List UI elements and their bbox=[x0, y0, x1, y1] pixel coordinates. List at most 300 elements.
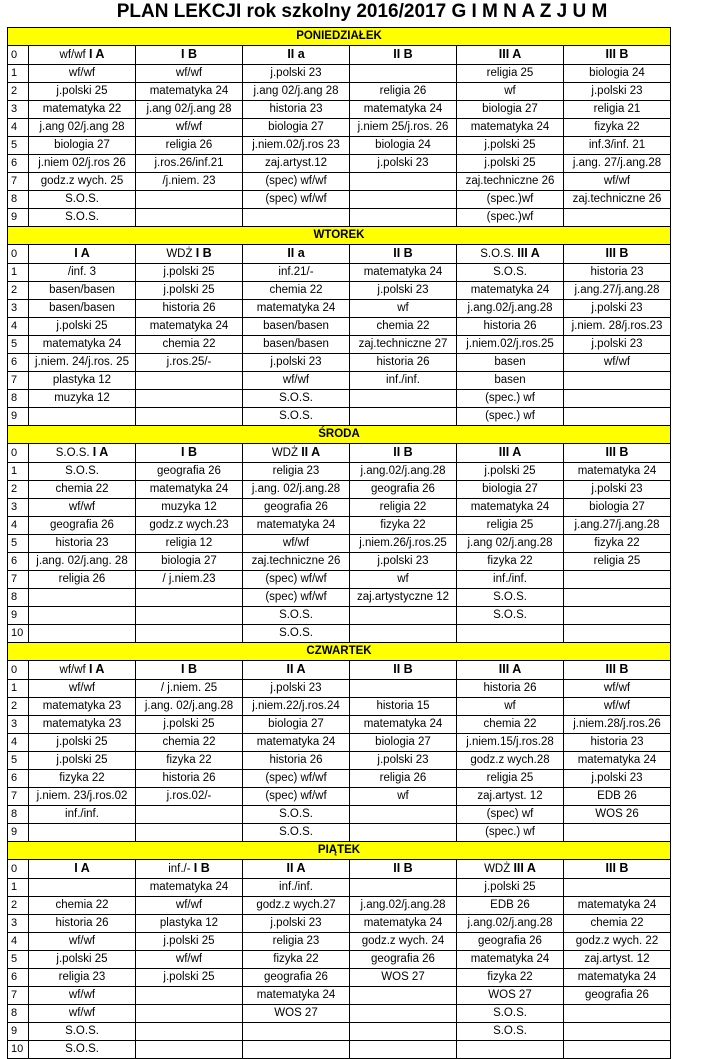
lesson-cell: j.polski 25 bbox=[457, 463, 564, 481]
class-name: I A bbox=[92, 445, 109, 459]
class-header bbox=[136, 860, 243, 879]
class-name: I B bbox=[195, 246, 212, 260]
lesson-cell: historia 23 bbox=[564, 734, 671, 752]
class-header-note: inf./- bbox=[168, 863, 194, 875]
lesson-number: 6 bbox=[8, 969, 29, 987]
day-header-row bbox=[8, 842, 671, 860]
lesson-cell: (spec.) wf bbox=[457, 824, 564, 842]
lesson-cell: wf/wf bbox=[243, 535, 350, 553]
lesson-cell: (spec) wf/wf bbox=[243, 788, 350, 806]
class-header-row bbox=[8, 245, 671, 264]
lesson-cell: j.ang 02/j.ang 28 bbox=[29, 119, 136, 137]
class-header-row bbox=[8, 444, 671, 463]
lesson-row bbox=[8, 282, 671, 300]
lesson-number: 8 bbox=[8, 806, 29, 824]
lesson-row bbox=[8, 607, 671, 625]
lesson-row bbox=[8, 209, 671, 227]
lesson-row bbox=[8, 191, 671, 209]
lesson-cell: (spec) wf bbox=[457, 806, 564, 824]
lesson-cell: j.polski 25 bbox=[136, 282, 243, 300]
lesson-number: 1 bbox=[8, 879, 29, 897]
lesson-number: 7 bbox=[8, 571, 29, 589]
lesson-cell: S.O.S. bbox=[29, 1023, 136, 1041]
page-title: PLAN LEKCJI rok szkolny 2016/2017 G I M N A Z J U M bbox=[116, 1, 608, 22]
lesson-cell: j.niem.15/j.ros.28 bbox=[457, 734, 564, 752]
lesson-cell: religia 26 bbox=[350, 770, 457, 788]
lesson-cell: S.O.S. bbox=[243, 806, 350, 824]
lesson-row bbox=[8, 390, 671, 408]
lesson-cell bbox=[29, 879, 136, 897]
lesson-cell: /inf. 3 bbox=[29, 264, 136, 282]
lesson-row bbox=[8, 806, 671, 824]
lesson-cell: j.polski 23 bbox=[564, 481, 671, 499]
class-header-note: WDŻ bbox=[166, 248, 196, 260]
class-name: I A bbox=[74, 861, 90, 875]
lesson-cell: basen bbox=[457, 372, 564, 390]
lesson-cell bbox=[136, 625, 243, 643]
lesson-cell: inf./inf. bbox=[457, 571, 564, 589]
lesson-cell: matematyka 24 bbox=[350, 716, 457, 734]
class-header-note: S.O.S. bbox=[480, 248, 518, 260]
lesson-cell: wf/wf bbox=[243, 372, 350, 390]
lesson-number: 9 bbox=[8, 408, 29, 426]
lesson-row bbox=[8, 716, 671, 734]
lesson-cell bbox=[29, 625, 136, 643]
lesson-cell: j.polski 23 bbox=[350, 553, 457, 571]
lesson-cell: inf.3/inf. 21 bbox=[564, 137, 671, 155]
class-name: I B bbox=[193, 861, 210, 875]
lesson-cell: S.O.S. bbox=[243, 408, 350, 426]
lesson-cell: inf./inf. bbox=[350, 372, 457, 390]
lesson-cell bbox=[350, 191, 457, 209]
timetable bbox=[7, 27, 671, 1059]
class-header bbox=[136, 245, 243, 264]
lesson-number: 6 bbox=[8, 155, 29, 173]
class-name: III A bbox=[498, 445, 522, 459]
lesson-cell: matematyka 24 bbox=[243, 300, 350, 318]
lesson-cell bbox=[564, 589, 671, 607]
day-name: ŚRODA bbox=[8, 426, 671, 444]
class-header bbox=[457, 444, 564, 463]
lesson-number: 7 bbox=[8, 987, 29, 1005]
lesson-cell: fizyka 22 bbox=[457, 553, 564, 571]
lesson-cell: chemia 22 bbox=[136, 734, 243, 752]
lesson-cell: wf bbox=[457, 83, 564, 101]
lesson-number: 5 bbox=[8, 137, 29, 155]
lesson-cell: zaj.artystyczne 12 bbox=[350, 589, 457, 607]
lesson-row bbox=[8, 65, 671, 83]
lesson-cell: (spec) wf/wf bbox=[243, 173, 350, 191]
lesson-cell: geografia 26 bbox=[29, 517, 136, 535]
lesson-cell bbox=[243, 209, 350, 227]
lesson-cell: fizyka 22 bbox=[457, 969, 564, 987]
lesson-cell bbox=[350, 173, 457, 191]
lesson-cell: j.ang.02/j.ang.28 bbox=[457, 915, 564, 933]
lesson-cell: (spec) wf/wf bbox=[243, 191, 350, 209]
lesson-cell: geografia 26 bbox=[457, 933, 564, 951]
lesson-cell: biologia 27 bbox=[350, 734, 457, 752]
lesson-cell: wf/wf bbox=[29, 987, 136, 1005]
lesson-cell: j.polski 23 bbox=[350, 282, 457, 300]
lesson-row bbox=[8, 173, 671, 191]
lesson-number: 3 bbox=[8, 300, 29, 318]
lesson-cell: j.niem.02/j.ros 23 bbox=[243, 137, 350, 155]
lesson-cell: S.O.S. bbox=[243, 625, 350, 643]
lesson-number: 2 bbox=[8, 282, 29, 300]
lesson-cell bbox=[564, 1005, 671, 1023]
lesson-cell: S.O.S. bbox=[457, 264, 564, 282]
lesson-cell: wf bbox=[457, 698, 564, 716]
lesson-cell: historia 26 bbox=[243, 752, 350, 770]
lesson-cell bbox=[350, 1005, 457, 1023]
lesson-cell: S.O.S. bbox=[243, 390, 350, 408]
lesson-cell: biologia 27 bbox=[243, 716, 350, 734]
lesson-number: 2 bbox=[8, 481, 29, 499]
class-name: III A bbox=[513, 861, 536, 875]
class-name: I A bbox=[74, 246, 90, 260]
class-name: II B bbox=[393, 861, 413, 875]
lesson-cell: chemia 22 bbox=[136, 336, 243, 354]
lesson-number: 4 bbox=[8, 734, 29, 752]
lesson-number: 1 bbox=[8, 463, 29, 481]
lesson-cell bbox=[564, 879, 671, 897]
lesson-cell: S.O.S. bbox=[457, 589, 564, 607]
lesson-cell: (spec.) wf bbox=[457, 390, 564, 408]
day-name: WTOREK bbox=[8, 227, 671, 245]
lesson-cell: matematyka 24 bbox=[564, 897, 671, 915]
lesson-cell: matematyka 23 bbox=[29, 716, 136, 734]
lesson-cell bbox=[136, 806, 243, 824]
lesson-cell: religia 22 bbox=[350, 499, 457, 517]
lesson-cell: j.polski 23 bbox=[564, 770, 671, 788]
lesson-cell: basen/basen bbox=[243, 318, 350, 336]
lesson-cell: wf/wf bbox=[136, 65, 243, 83]
lesson-cell: zaj.artyst. 12 bbox=[457, 788, 564, 806]
lesson-cell: matematyka 24 bbox=[243, 734, 350, 752]
lesson-cell: S.O.S. bbox=[29, 1041, 136, 1059]
lesson-cell: wf/wf bbox=[564, 173, 671, 191]
lesson-cell: zaj.techniczne 26 bbox=[564, 191, 671, 209]
lesson-cell bbox=[564, 408, 671, 426]
lesson-cell: historia 26 bbox=[457, 318, 564, 336]
class-name: II A bbox=[286, 662, 306, 676]
lesson-cell: j.ang. 02/j.ang.28 bbox=[136, 698, 243, 716]
lesson-row bbox=[8, 83, 671, 101]
lesson-cell bbox=[136, 1041, 243, 1059]
class-header bbox=[350, 860, 457, 879]
lesson-cell: fizyka 22 bbox=[136, 752, 243, 770]
lesson-number: 9 bbox=[8, 1023, 29, 1041]
class-name: III A bbox=[517, 246, 540, 260]
lesson-cell: j.polski 23 bbox=[350, 752, 457, 770]
lesson-number: 5 bbox=[8, 752, 29, 770]
lesson-cell: j.polski 23 bbox=[564, 83, 671, 101]
class-header bbox=[564, 444, 671, 463]
lesson-cell: biologia 27 bbox=[457, 481, 564, 499]
lesson-cell bbox=[136, 1023, 243, 1041]
lesson-row bbox=[8, 680, 671, 698]
lesson-cell: matematyka 24 bbox=[564, 969, 671, 987]
lesson-row bbox=[8, 879, 671, 897]
lesson-cell: j.ang.02/j.ang.28 bbox=[350, 897, 457, 915]
lesson-cell bbox=[29, 607, 136, 625]
lesson-cell: fizyka 22 bbox=[243, 951, 350, 969]
lesson-cell: godz.z wych.27 bbox=[243, 897, 350, 915]
lesson-cell: biologia 24 bbox=[564, 65, 671, 83]
lesson-cell: basen/basen bbox=[29, 300, 136, 318]
lesson-cell: j.niem. 24/j.ros. 25 bbox=[29, 354, 136, 372]
day-name: PONIEDZIAŁEK bbox=[8, 28, 671, 46]
lesson-row bbox=[8, 571, 671, 589]
lesson-cell bbox=[136, 209, 243, 227]
lesson-cell: WOS 27 bbox=[350, 969, 457, 987]
lesson-cell: geografia 26 bbox=[564, 987, 671, 1005]
lesson-number: 4 bbox=[8, 517, 29, 535]
lesson-cell bbox=[564, 372, 671, 390]
lesson-row bbox=[8, 408, 671, 426]
day-header-row bbox=[8, 426, 671, 444]
lesson-cell: matematyka 24 bbox=[564, 752, 671, 770]
lesson-cell: plastyka 12 bbox=[136, 915, 243, 933]
lesson-cell: matematyka 24 bbox=[243, 517, 350, 535]
lesson-number: 1 bbox=[8, 65, 29, 83]
lesson-cell: wf/wf bbox=[29, 680, 136, 698]
lesson-cell: S.O.S. bbox=[457, 1005, 564, 1023]
lesson-cell: j.polski 25 bbox=[29, 752, 136, 770]
lesson-row bbox=[8, 119, 671, 137]
lesson-cell: j.polski 23 bbox=[243, 915, 350, 933]
lesson-cell bbox=[564, 1023, 671, 1041]
lesson-number: 7 bbox=[8, 788, 29, 806]
lesson-cell: WOS 26 bbox=[564, 806, 671, 824]
class-name: II a bbox=[287, 47, 305, 61]
lesson-cell: religia 25 bbox=[564, 553, 671, 571]
lesson-cell bbox=[136, 1005, 243, 1023]
lesson-cell bbox=[564, 824, 671, 842]
lesson-cell: zaj.artyst. 12 bbox=[564, 951, 671, 969]
lesson-row bbox=[8, 897, 671, 915]
class-header bbox=[243, 46, 350, 65]
lesson-cell: geografia 26 bbox=[136, 463, 243, 481]
lesson-row bbox=[8, 336, 671, 354]
lesson-cell: j.ang 02/j.ang 28 bbox=[243, 83, 350, 101]
lesson-number: 3 bbox=[8, 915, 29, 933]
lesson-cell bbox=[350, 209, 457, 227]
lesson-cell: j.polski 25 bbox=[136, 264, 243, 282]
lesson-cell: godz.z wych.23 bbox=[136, 517, 243, 535]
lesson-cell: matematyka 24 bbox=[457, 282, 564, 300]
class-header bbox=[29, 444, 136, 463]
lesson-cell: matematyka 24 bbox=[136, 318, 243, 336]
class-header bbox=[564, 245, 671, 264]
lesson-cell: chemia 22 bbox=[457, 716, 564, 734]
lesson-cell bbox=[136, 824, 243, 842]
lesson-cell: biologia 27 bbox=[457, 101, 564, 119]
lesson-cell bbox=[350, 987, 457, 1005]
class-header bbox=[350, 661, 457, 680]
lesson-cell: basen bbox=[457, 354, 564, 372]
lesson-cell: j.polski 25 bbox=[457, 155, 564, 173]
lesson-cell: matematyka 23 bbox=[29, 698, 136, 716]
lesson-cell bbox=[564, 607, 671, 625]
lesson-cell: j.ang.02/j.ang.28 bbox=[457, 300, 564, 318]
lesson-cell: j.polski 25 bbox=[457, 137, 564, 155]
lesson-cell: j.niem.28/j.ros.26 bbox=[564, 716, 671, 734]
lesson-cell: (spec) wf/wf bbox=[243, 589, 350, 607]
lesson-row bbox=[8, 770, 671, 788]
lesson-cell: zaj.techniczne 27 bbox=[350, 336, 457, 354]
lesson-number: 0 bbox=[8, 860, 29, 879]
lesson-row bbox=[8, 354, 671, 372]
lesson-number: 9 bbox=[8, 209, 29, 227]
lesson-cell: EDB 26 bbox=[457, 897, 564, 915]
lesson-cell: basen/basen bbox=[243, 336, 350, 354]
lesson-cell: j.niem.22/j.ros.24 bbox=[243, 698, 350, 716]
class-header bbox=[136, 444, 243, 463]
class-header bbox=[564, 860, 671, 879]
lesson-number: 9 bbox=[8, 824, 29, 842]
lesson-cell: j.polski 25 bbox=[457, 879, 564, 897]
lesson-cell: j.polski 23 bbox=[243, 354, 350, 372]
lesson-number: 2 bbox=[8, 83, 29, 101]
lesson-cell: / j.niem. 25 bbox=[136, 680, 243, 698]
class-header bbox=[29, 245, 136, 264]
class-name: I A bbox=[88, 47, 105, 61]
lesson-row bbox=[8, 698, 671, 716]
lesson-cell: chemia 22 bbox=[564, 915, 671, 933]
lesson-cell: j.ang. 02/j.ang. 28 bbox=[29, 553, 136, 571]
lesson-cell: zaj.techniczne 26 bbox=[243, 553, 350, 571]
lesson-cell: wf/wf bbox=[136, 119, 243, 137]
lesson-cell: zaj.artyst.12 bbox=[243, 155, 350, 173]
lesson-cell: j.ang.27/j.ang.28 bbox=[564, 517, 671, 535]
lesson-cell: biologia 27 bbox=[564, 499, 671, 517]
lesson-cell bbox=[136, 607, 243, 625]
class-name: II a bbox=[287, 246, 305, 260]
class-header bbox=[457, 46, 564, 65]
lesson-number: 9 bbox=[8, 607, 29, 625]
lesson-cell bbox=[564, 1041, 671, 1059]
day-name: CZWARTEK bbox=[8, 643, 671, 661]
lesson-cell: geografia 26 bbox=[350, 951, 457, 969]
lesson-cell: (spec.)wf bbox=[457, 209, 564, 227]
lesson-cell: j.ang 02/j.ang.28 bbox=[457, 535, 564, 553]
lesson-cell: (spec.) wf bbox=[457, 408, 564, 426]
lesson-cell bbox=[29, 408, 136, 426]
class-name: I B bbox=[181, 47, 197, 61]
lesson-cell bbox=[243, 1041, 350, 1059]
lesson-cell: S.O.S. bbox=[243, 607, 350, 625]
lesson-row bbox=[8, 137, 671, 155]
lesson-cell: wf/wf bbox=[29, 499, 136, 517]
lesson-cell: matematyka 24 bbox=[457, 119, 564, 137]
lesson-number: 0 bbox=[8, 444, 29, 463]
lesson-row bbox=[8, 101, 671, 119]
class-name: III B bbox=[605, 246, 629, 260]
lesson-row bbox=[8, 481, 671, 499]
lesson-cell: religia 25 bbox=[457, 770, 564, 788]
lesson-cell bbox=[136, 372, 243, 390]
lesson-cell: wf/wf bbox=[564, 354, 671, 372]
lesson-number: 0 bbox=[8, 245, 29, 264]
lesson-cell: j.polski 25 bbox=[29, 951, 136, 969]
lesson-number: 4 bbox=[8, 318, 29, 336]
lesson-cell: zaj.techniczne 26 bbox=[457, 173, 564, 191]
class-name: II A bbox=[301, 445, 321, 459]
lesson-cell: matematyka 24 bbox=[350, 915, 457, 933]
lesson-cell: inf.21/- bbox=[243, 264, 350, 282]
lesson-number: 3 bbox=[8, 716, 29, 734]
lesson-row bbox=[8, 155, 671, 173]
lesson-number: 8 bbox=[8, 390, 29, 408]
lesson-cell: j.polski 25 bbox=[29, 318, 136, 336]
class-header bbox=[243, 860, 350, 879]
lesson-cell bbox=[29, 589, 136, 607]
lesson-cell bbox=[350, 824, 457, 842]
lesson-cell: matematyka 24 bbox=[350, 264, 457, 282]
lesson-row bbox=[8, 499, 671, 517]
class-name: I B bbox=[181, 662, 197, 676]
class-name: III B bbox=[605, 445, 629, 459]
lesson-cell: geografia 26 bbox=[243, 969, 350, 987]
lesson-cell: historia 23 bbox=[29, 535, 136, 553]
lesson-row bbox=[8, 915, 671, 933]
lesson-row bbox=[8, 734, 671, 752]
lesson-cell: chemia 22 bbox=[243, 282, 350, 300]
lesson-cell: j.polski 23 bbox=[564, 300, 671, 318]
lesson-number: 7 bbox=[8, 372, 29, 390]
class-header bbox=[457, 860, 564, 879]
lesson-cell: S.O.S. bbox=[457, 607, 564, 625]
lesson-cell: geografia 26 bbox=[243, 499, 350, 517]
lesson-cell: wf bbox=[350, 571, 457, 589]
lesson-number: 6 bbox=[8, 354, 29, 372]
lesson-cell bbox=[350, 408, 457, 426]
lesson-cell bbox=[564, 571, 671, 589]
class-name: III B bbox=[605, 47, 629, 61]
class-name: II A bbox=[286, 861, 306, 875]
lesson-cell: religia 26 bbox=[136, 137, 243, 155]
lesson-cell: S.O.S. bbox=[29, 209, 136, 227]
lesson-cell: S.O.S. bbox=[457, 1023, 564, 1041]
lesson-cell: religia 12 bbox=[136, 535, 243, 553]
lesson-row bbox=[8, 264, 671, 282]
class-header bbox=[243, 661, 350, 680]
lesson-cell: godz.z wych.28 bbox=[457, 752, 564, 770]
lesson-cell: j.niem. 23/j.ros.02 bbox=[29, 788, 136, 806]
lesson-row bbox=[8, 1005, 671, 1023]
lesson-cell bbox=[564, 390, 671, 408]
lesson-row bbox=[8, 318, 671, 336]
lesson-cell: wf/wf bbox=[29, 1005, 136, 1023]
lesson-row bbox=[8, 589, 671, 607]
lesson-cell: (spec) wf/wf bbox=[243, 770, 350, 788]
lesson-cell: fizyka 22 bbox=[564, 119, 671, 137]
lesson-number: 1 bbox=[8, 264, 29, 282]
class-name: III A bbox=[498, 662, 522, 676]
lesson-number: 8 bbox=[8, 1005, 29, 1023]
class-name: II B bbox=[393, 662, 413, 676]
lesson-number: 8 bbox=[8, 589, 29, 607]
lesson-number: 4 bbox=[8, 119, 29, 137]
lesson-number: 3 bbox=[8, 499, 29, 517]
lesson-cell: j.polski 25 bbox=[29, 83, 136, 101]
lesson-row bbox=[8, 300, 671, 318]
lesson-cell: j.ros.02/- bbox=[136, 788, 243, 806]
lesson-cell: j.niem 02/j.ros 26 bbox=[29, 155, 136, 173]
lesson-cell: EDB 26 bbox=[564, 788, 671, 806]
lesson-number: 10 bbox=[8, 1041, 29, 1059]
